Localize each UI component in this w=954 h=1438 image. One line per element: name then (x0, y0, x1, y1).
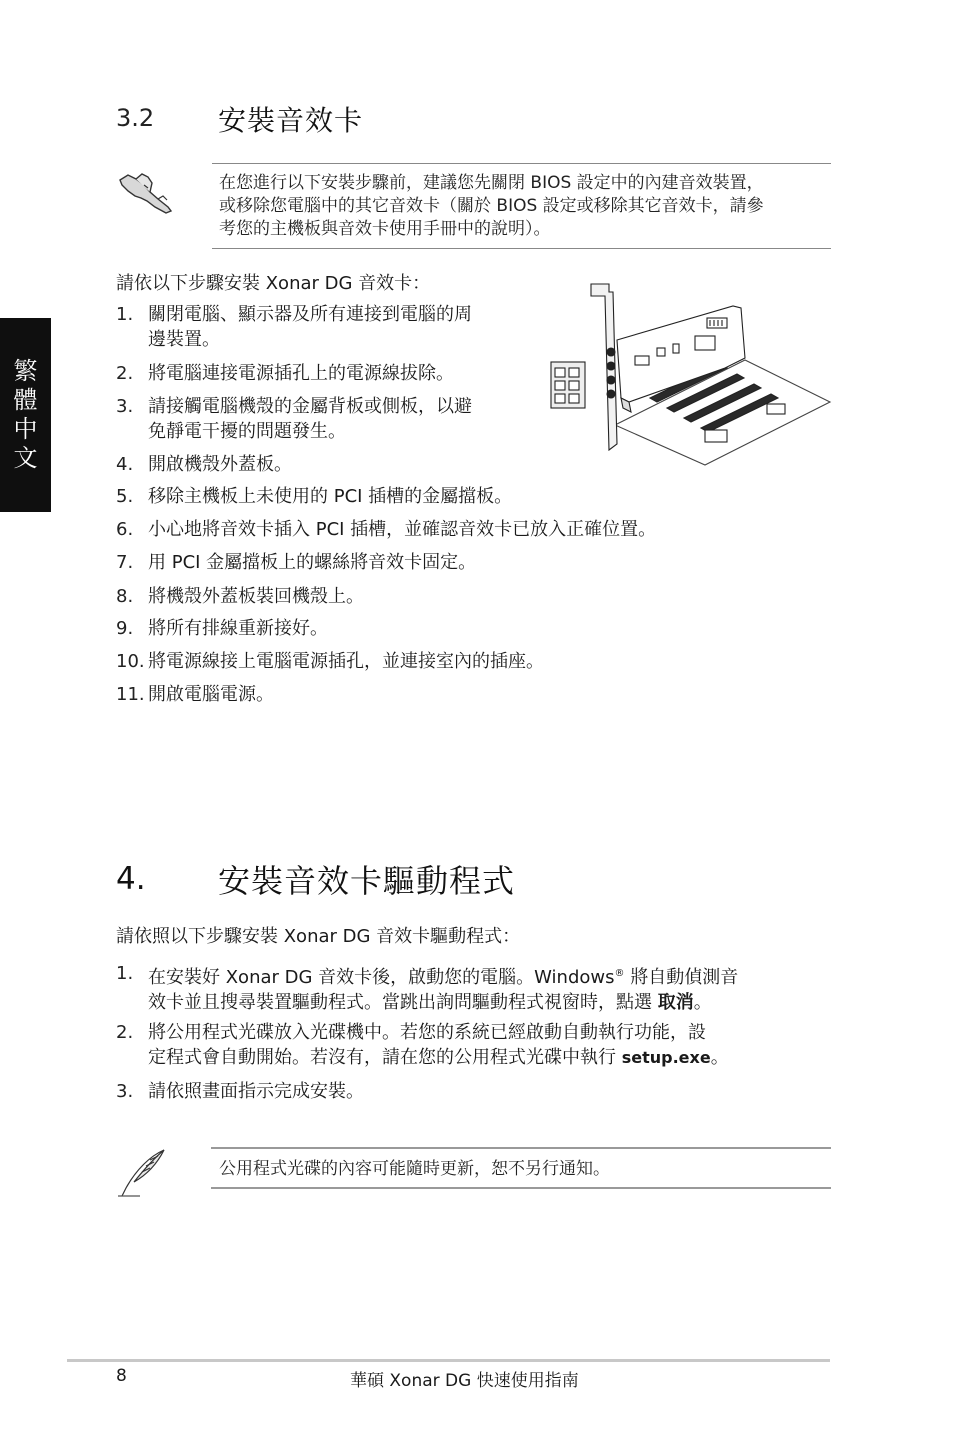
step-line: 請接觸電腦機殼的金屬背板或側板，以避 (148, 396, 472, 417)
driver-intro: 請依照以下步驟安裝 Xonar DG 音效卡驅動程式： (116, 926, 521, 947)
footer-rule (67, 1359, 830, 1362)
step-number: 2. (116, 1022, 134, 1043)
note-top-rule (212, 163, 831, 164)
note-line: 在您進行以下安裝步驟前，建議您先關閉 BIOS 設定中的內建音效裝置， (219, 173, 764, 193)
step-line (148, 990, 836, 1015)
step-number: 5. (116, 486, 134, 507)
step-text (148, 961, 836, 1015)
step-number: 7. (116, 552, 134, 573)
step-line: 將電源線接上電腦電源插孔，並連接室內的插座。 (148, 651, 544, 672)
note-bottom-rule (212, 248, 831, 249)
cd-update-note: 公用程式光碟的內容可能隨時更新，恕不另行通知。 (219, 1159, 610, 1179)
section-number: 4. (116, 861, 146, 897)
step-text (148, 550, 476, 575)
hand-pointer-icon (114, 166, 176, 216)
step-line (148, 1045, 836, 1070)
side-tab-char: 體 (13, 386, 38, 414)
step-number: 2. (116, 363, 134, 384)
step-number: 1. (116, 963, 134, 984)
step-text-part: 在安裝好 Xonar DG 音效卡後，啟動您的電腦。Windows (148, 967, 615, 988)
step-text-part: 定程式會自動開始。若沒有，請在您的公用程式光碟中執行 (148, 1047, 622, 1068)
step-text (148, 302, 472, 352)
step-line: 用 PCI 金屬擋板上的螺絲將音效卡固定。 (148, 552, 477, 573)
step-number: 3. (116, 1081, 134, 1102)
step-line: 將機殼外蓋板裝回機殼上。 (148, 586, 364, 607)
bios-note (219, 172, 831, 241)
step-text (148, 649, 544, 674)
step-number: 6. (116, 519, 134, 540)
registered-mark: ® (614, 968, 625, 979)
quill-pen-icon (114, 1148, 170, 1200)
install-intro: 請依以下步驟安裝 Xonar DG 音效卡： (116, 273, 431, 294)
step-text-part: 效卡並且搜尋裝置驅動程式。當跳出詢問驅動程式視窗時，點選 (148, 992, 658, 1013)
step-text (148, 1079, 364, 1104)
step-number: 3. (116, 396, 134, 417)
setup-exe-label: setup.exe (621, 1048, 711, 1067)
sound-card-install-illustration (545, 280, 835, 480)
step-text (148, 452, 292, 477)
step-text (148, 584, 364, 609)
step-line: 請依照畫面指示完成安裝。 (148, 1081, 364, 1102)
step-line: 邊裝置。 (148, 329, 220, 350)
step-line: 開啟機殼外蓋板。 (148, 454, 292, 475)
step-line: 小心地將音效卡插入 PCI 插槽，並確認音效卡已放入正確位置。 (148, 519, 657, 540)
step-text (148, 682, 274, 707)
section-number: 3.2 (116, 104, 155, 132)
step-number: 9. (116, 618, 134, 639)
page-number: 8 (116, 1366, 127, 1386)
step-text-part: 。 (710, 1047, 729, 1068)
step-text (148, 616, 328, 641)
side-tab-char: 繁 (13, 357, 38, 385)
side-tab-char: 中 (13, 415, 38, 443)
step-number: 10. (116, 651, 145, 672)
step-text (148, 394, 472, 444)
step-line (148, 961, 836, 990)
note-line: 或移除您電腦中的其它音效卡（關於 BIOS 設定或移除其它音效卡，請參 (219, 196, 764, 216)
step-text-part: 將自動偵測音 (624, 967, 739, 988)
section-title: 安裝音效卡 (218, 104, 364, 137)
step-text (148, 361, 454, 386)
step-text (148, 517, 656, 542)
step-text (148, 484, 512, 509)
step-line: 免靜電干擾的問題發生。 (148, 421, 346, 442)
step-number: 4. (116, 454, 134, 475)
note-bottom-rule (211, 1187, 831, 1189)
step-line: 將公用程式光碟放入光碟機中。若您的系統已經啟動自動執行功能，設 (148, 1022, 706, 1043)
section-title: 安裝音效卡驅動程式 (218, 862, 516, 900)
step-number: 8. (116, 586, 134, 607)
step-number: 11. (116, 684, 145, 705)
side-tab-char: 文 (13, 444, 38, 472)
footer-title: 華碩 Xonar DG 快速使用指南 (350, 1371, 579, 1391)
step-line: 開啟電腦電源。 (148, 684, 274, 705)
step-line: 將所有排線重新接好。 (148, 618, 328, 639)
cancel-label: 取消 (657, 992, 694, 1013)
note-line: 考您的主機板與音效卡使用手冊中的說明）。 (219, 219, 551, 239)
language-side-tab (0, 318, 51, 512)
step-line: 移除主機板上未使用的 PCI 插槽的金屬擋板。 (148, 486, 513, 507)
step-number: 1. (116, 304, 134, 325)
step-line: 將電腦連接電源插孔上的電源線拔除。 (148, 363, 454, 384)
note-top-rule (211, 1147, 831, 1149)
step-line: 關閉電腦、顯示器及所有連接到電腦的周 (148, 304, 472, 325)
step-text-part: 。 (693, 992, 712, 1013)
step-text (148, 1020, 836, 1070)
